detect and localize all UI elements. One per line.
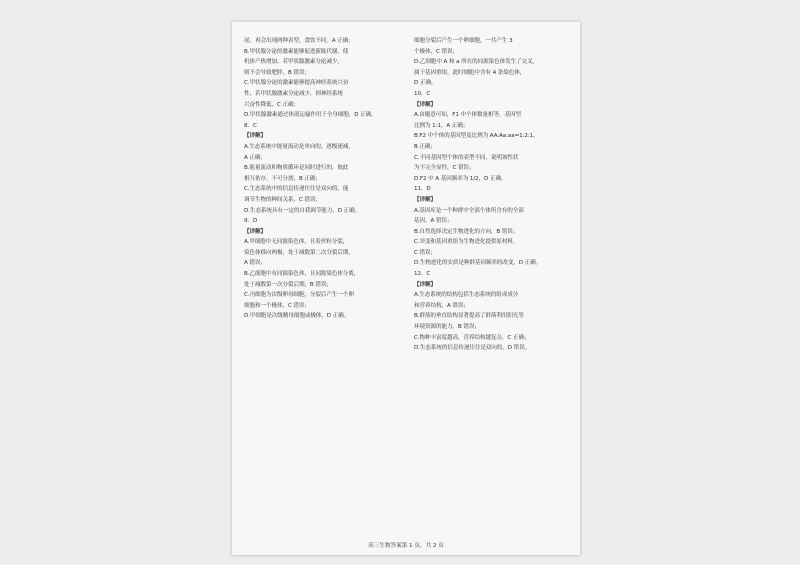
text-line: B.能量流动和物质循环是同时进行的，彼此 — [244, 165, 349, 172]
text-line: B.F2 中个体的基因型及比例为 AA:Aa:aa=1:2:1， — [414, 133, 539, 140]
text-line: 性，若甲状腺激素分泌减少，则神经系统 — [244, 90, 343, 97]
text-line: B.乙细胞中有同源染色体，且同源染色体分离， — [244, 271, 360, 278]
text-line: A.基因库是一个种群中全部个体所含有的全部 — [414, 207, 524, 214]
left-text-column — [244, 36, 396, 322]
text-line: 染色体移向两极，处于减数第二次分裂后期， — [244, 249, 354, 256]
text-line: C.不同基因型个体的表型不同，说明该性状 — [414, 154, 519, 161]
text-line: A.甲细胞中无同源染色体，且着丝粒分裂， — [244, 239, 349, 246]
text-line: 相互依存，不可分割，B 正确； — [244, 175, 321, 182]
text-line: 尾，再会出现两种表型，食饮不同。A 正确； — [244, 38, 354, 44]
text-line: 处于减数第一次分裂后期，B 错误； — [244, 281, 332, 288]
text-line: 11．D — [414, 186, 431, 193]
text-line: C.物种丰富度越高，营养结构越复杂，C 正确； — [414, 334, 530, 341]
text-line: C.突变和基因重组为生物进化提供原材料， — [414, 239, 519, 246]
text-line: 比例为 1:1，A 正确； — [414, 122, 469, 129]
text-line: D.乙细胞中 A 和 a 所在的同源染色体发生了交叉， — [414, 59, 539, 66]
text-line: C.生态系统中的信息传递往往是双向的，能 — [244, 186, 349, 193]
text-line: C.丙细胞为次级卵母细胞，分裂后产生一个卵 — [244, 292, 354, 299]
text-line: A.生态系统中能量流动是单向的，逐级递减， — [244, 143, 354, 150]
text-line: D.F2 中 A 基因频率为 1/2，D 正确。 — [414, 175, 507, 182]
text-line: 和营养结构，A 错误； — [414, 302, 469, 309]
section-heading: 【详解】 — [414, 101, 436, 108]
text-line: 属于基因重组，此时细胞中含有 4 条染色体， — [414, 69, 526, 76]
text-line: B.群落的垂直结构显著提高了群落利用阳光等 — [414, 313, 524, 320]
text-line: D.生态系统具有一定的自我调节能力，D 正确。 — [244, 207, 361, 214]
text-line: A 正确； — [244, 154, 266, 161]
text-line: B.甲状腺分泌的激素能够促进新陈代谢，使 — [244, 48, 349, 55]
answer-sheet-page — [232, 22, 580, 555]
text-line: D.甲状腺激素通过体液运输作用于全身细胞，D 正确。 — [244, 112, 377, 119]
text-line: 机体产热增加，若甲状腺激素分泌减少， — [244, 59, 343, 66]
section-heading: 【详解】 — [244, 133, 266, 140]
page-footer: 高三生物答案第 1 页，共 2 页 — [368, 543, 444, 549]
section-heading: 【详解】 — [414, 281, 436, 288]
text-line: 则不会导致肥胖，B 错误； — [244, 69, 310, 76]
text-line: 调节生物的种间关系，C 错误； — [244, 196, 321, 203]
text-line: 为不完全显性，C 错误； — [414, 165, 475, 172]
text-line: D 正确。 — [414, 80, 437, 87]
text-line: D.生物进化的实质是种群基因频率的改变，D 正确。 — [414, 260, 542, 267]
text-line: A.生态系统的结构包括生态系统的组成成分 — [414, 292, 519, 299]
text-line: B.自然选择决定生物进化的方向，B 错误； — [414, 228, 519, 235]
text-line: 9．D — [244, 218, 258, 225]
text-line: B 正确； — [414, 143, 436, 150]
text-line: 环境资源的能力，B 错误； — [414, 324, 480, 331]
right-text-column — [414, 36, 566, 354]
text-line: C.甲状腺分泌的激素能够提高神经系统兴奋 — [244, 80, 349, 87]
text-line: 基因，A 错误； — [414, 218, 453, 225]
text-line: 细胞分裂后产生一个卵细胞，一共产生 3 — [414, 38, 513, 44]
text-line: D.甲细胞是次级精母细胞或极体，D 正确。 — [244, 313, 350, 320]
text-line: 8．C — [244, 122, 257, 129]
text-line: A.由题意可知，F1 中个体数量相等，基因型 — [414, 112, 521, 119]
section-heading: 【详解】 — [414, 196, 436, 203]
text-line: D.生态系统的信息传递往往是双向的，D 错误。 — [414, 345, 531, 352]
text-line: 个极体，C 错误； — [414, 48, 458, 55]
text-line: 细胞和一个极体，C 错误； — [244, 302, 310, 309]
text-line: C 错误； — [414, 249, 436, 256]
section-heading: 【详解】 — [244, 228, 266, 235]
text-line: A 错误； — [244, 260, 266, 267]
text-line: 兴奋性降低，C 正确； — [244, 101, 299, 108]
text-line: 10．C — [414, 90, 431, 97]
text-line: 12．C — [414, 271, 431, 278]
